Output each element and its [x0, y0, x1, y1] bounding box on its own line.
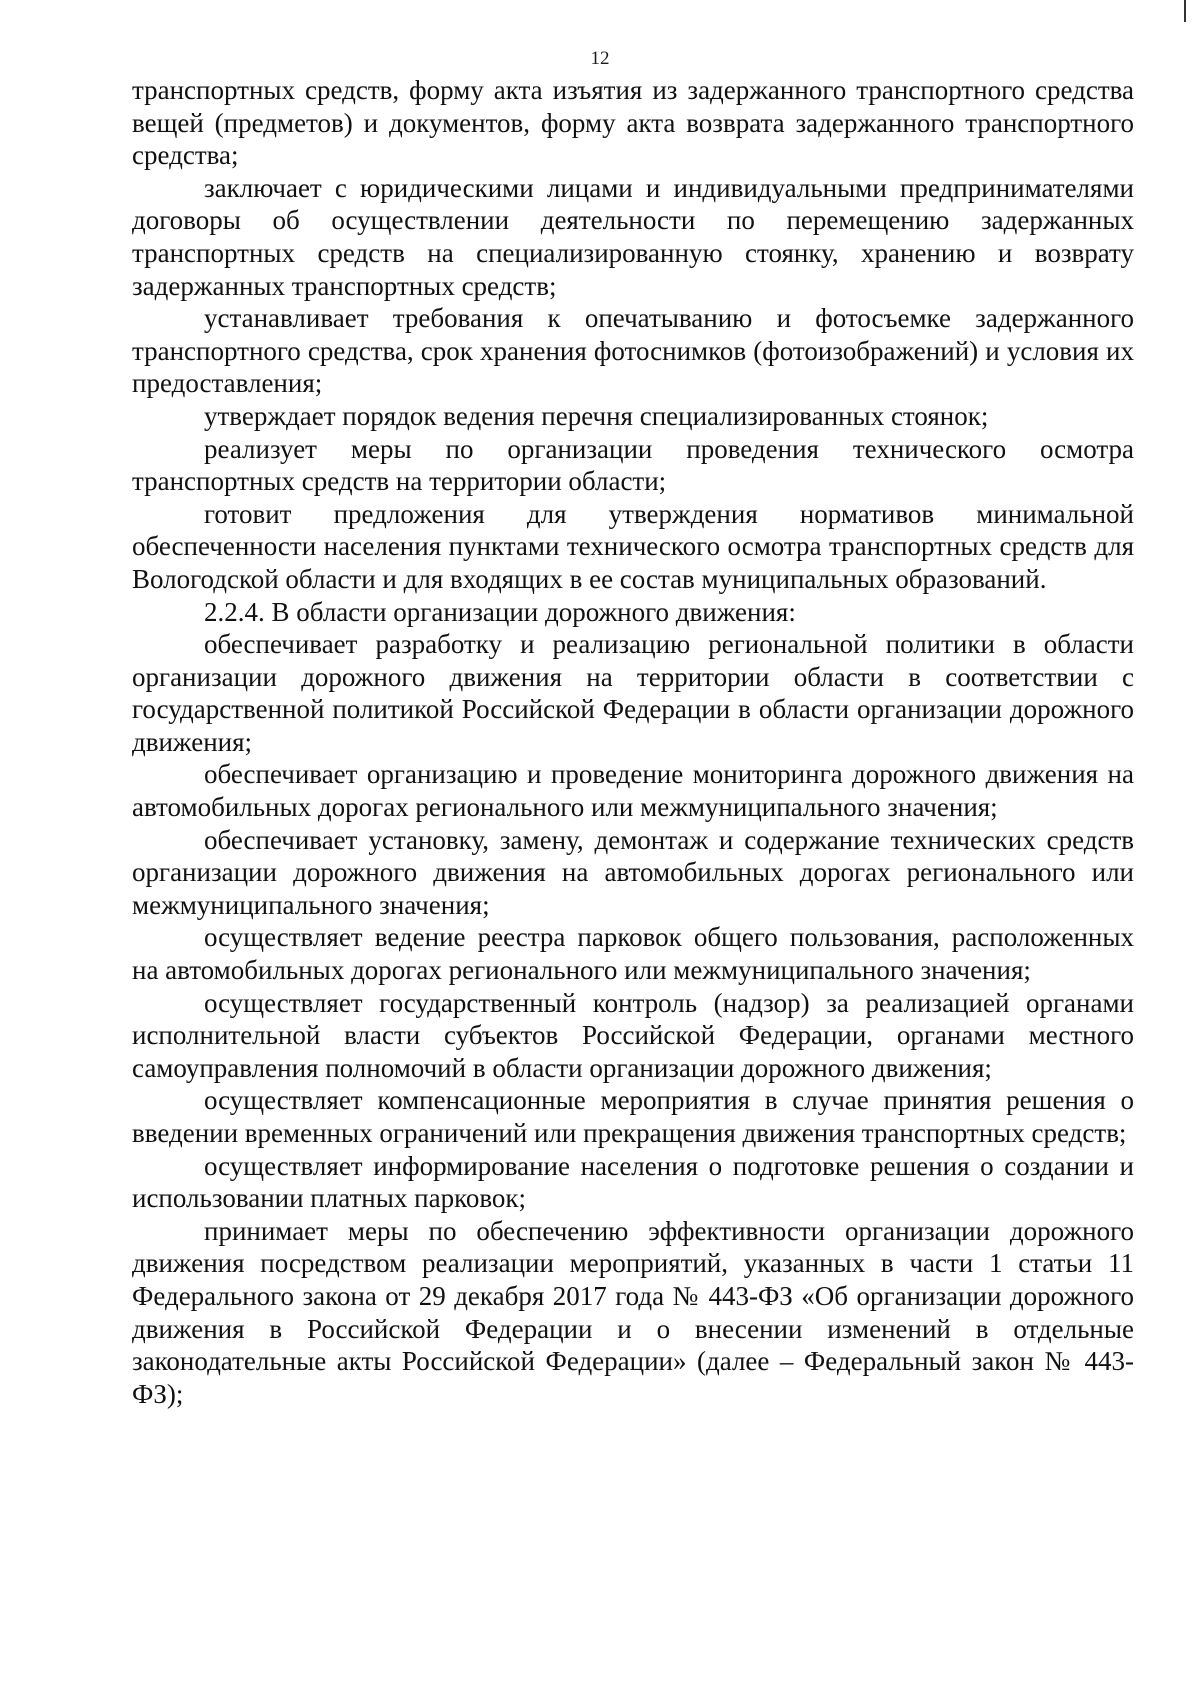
paragraph-regional-policy: обеспечивает разработку и реализацию региональной политики в области организации дорожного движения на территории области в соответствии с государственной политикой Российской Федерации в области организации дорожного движения;	[132, 629, 1134, 757]
page-number: 12	[590, 48, 610, 69]
paragraph-traffic-equipment: обеспечивает установку, замену, демонтаж и содержание технических средств организации дорожного движения на автомобильных дорогах регионального или межмуниципального значения;	[132, 824, 1134, 920]
paragraph-state-control: осуществляет государственный контроль (надзор) за реализацией органами исполнительной власти субъектов Российской Федерации, органами местного самоуправления полномочий в области организации дорожного движения;	[132, 987, 1134, 1083]
paragraph-contracts: заключает с юридическими лицами и индивидуальными предпринимателями договоры об осуществлении деятельности по перемещению задержанных транспортных средств на специализированную стоянку, хранению и возврату задержанных транспортных средств;	[132, 172, 1134, 301]
paragraph-traffic-monitoring: обеспечивает организацию и проведение мониторинга дорожного движения на автомобильных дорогах регионального или межмуниципального значения;	[132, 759, 1134, 823]
paragraph-inspection-standards: готовит предложения для утверждения нормативов минимальной обеспеченности населения пунктами технического осмотра транспортных средств для Вологодской области и для входящих в ее состав муниципальных образований.	[132, 498, 1134, 594]
paragraph-paid-parking-info: осуществляет информирование населения о подготовке решения о создании и использовании платных парковок;	[132, 1150, 1134, 1214]
paragraph-sealing-requirements: устанавливает требования к опечатыванию и фотосъемке задержанного транспортного средства, срок хранения фотоснимков (фотоизображений) и условия их предоставления;	[132, 303, 1134, 399]
paragraph-technical-inspection: реализует меры по организации проведения технического осмотра транспортных средств на территории области;	[132, 433, 1134, 497]
paragraph-efficiency-measures: принимает меры по обеспечению эффективности организации дорожного движения посредством реализации мероприятий, указанных в части 1 статьи 11 Федерального закона от 29 декабря 2017 года № 443-ФЗ «Об организации дорожного движения в Российской Федерации и о внесении изменений в отдельные законодательные акты Российской Федерации» (далее – Федеральный закон № 443-ФЗ);	[132, 1215, 1134, 1409]
section-heading-2-2-4: 2.2.4. В области организации дорожного движения:	[204, 596, 796, 627]
paragraph-continuation: транспортных средств, форму акта изъятия из задержанного транспортного средства вещей (предметов) и документов, форму акта возврата задержанного транспортного средства;	[132, 75, 1134, 171]
scan-edge-mark	[1184, 0, 1186, 22]
paragraph-parking-list: утверждает порядок ведения перечня специализированных стоянок;	[204, 400, 989, 431]
paragraph-parking-registry: осуществляет ведение реестра парковок общего пользования, расположенных на автомобильных дорогах регионального или межмуниципального значения;	[132, 922, 1134, 986]
document-body	[132, 74, 1134, 1410]
paragraph-compensation-measures: осуществляет компенсационные мероприятия в случае принятия решения о введении временных ограничений или прекращения движения транспортных средств;	[132, 1085, 1134, 1148]
